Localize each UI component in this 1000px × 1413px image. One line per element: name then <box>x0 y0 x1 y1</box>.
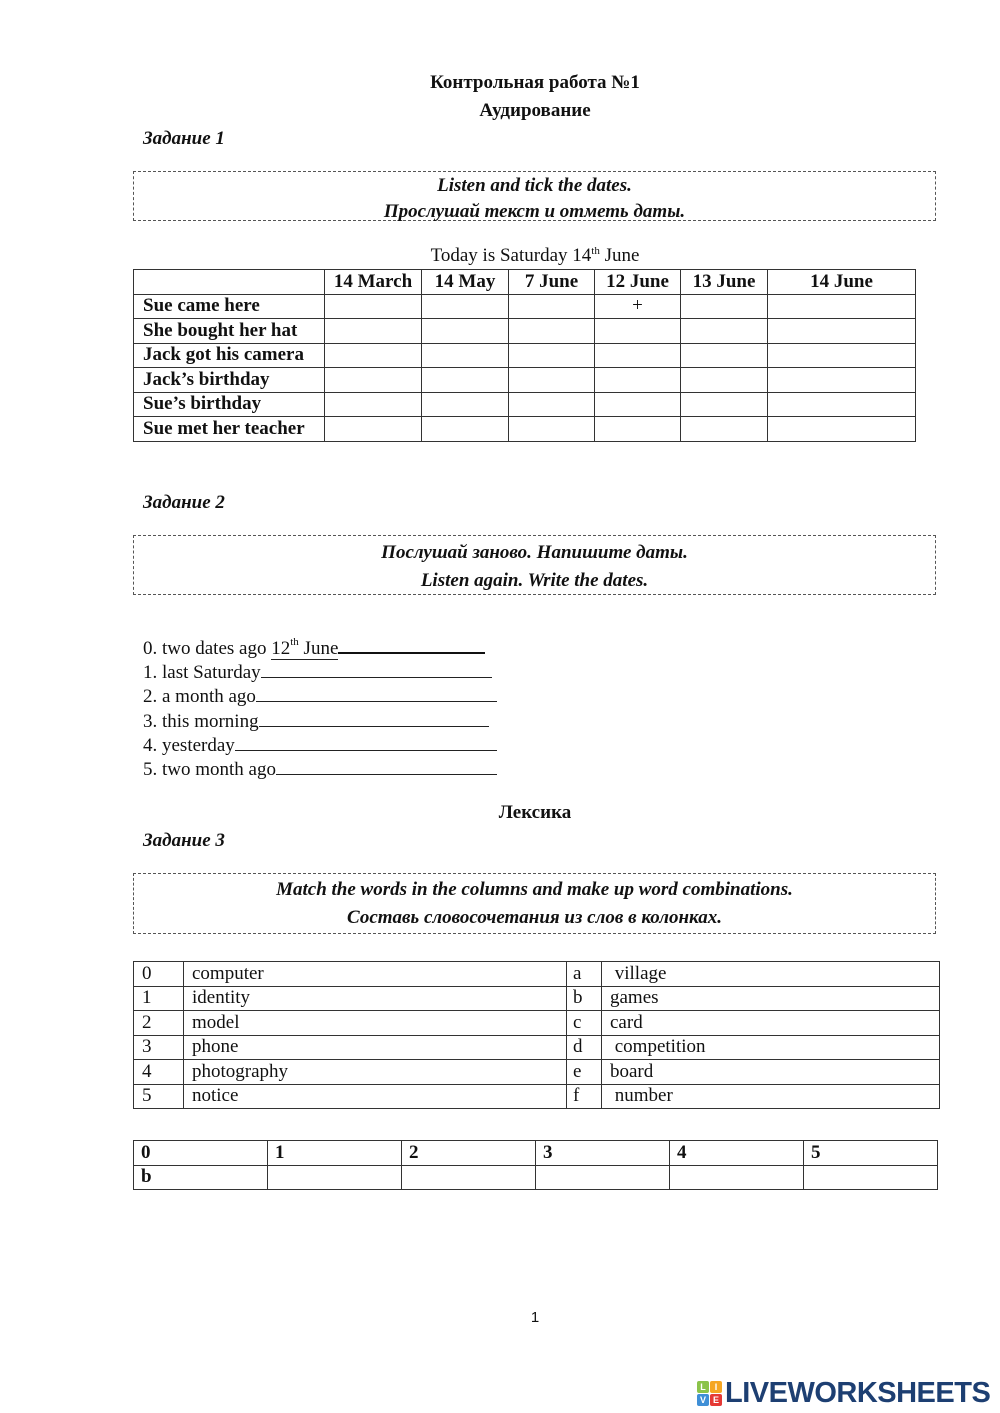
tick-cell[interactable] <box>768 343 916 368</box>
task3-instruction-ru: Составь словосочетания из слов в колонках. <box>347 907 722 928</box>
answer-blank[interactable] <box>235 734 497 751</box>
tick-cell[interactable] <box>681 417 768 442</box>
answer-cell[interactable] <box>803 1165 937 1190</box>
tick-cell[interactable] <box>768 319 916 344</box>
tick-cell[interactable] <box>422 294 509 319</box>
task1-instruction-en: Listen and tick the dates. <box>437 175 632 196</box>
table-row <box>134 417 916 442</box>
tick-cell[interactable] <box>595 417 681 442</box>
header-cell: 14 June <box>768 270 916 295</box>
answer-blank[interactable] <box>261 661 492 678</box>
tick-cell[interactable] <box>509 319 595 344</box>
task3-label: Задание 3 <box>143 830 225 851</box>
answer-cell[interactable] <box>535 1165 669 1190</box>
list-item: 4. yesterday <box>143 734 497 758</box>
task1-instruction-ru: Прослушай текст и отметь даты. <box>383 201 686 222</box>
header-cell: 2 <box>401 1141 535 1166</box>
table-row <box>134 368 916 393</box>
task1-instruction-box <box>133 171 936 221</box>
list-item: 0. two dates ago 12th June <box>143 636 497 661</box>
section-heading-vocabulary: Лексика <box>498 802 572 823</box>
task3-instruction-en: Match the words in the columns and make up word combinations. <box>276 879 793 900</box>
list-item: 3. this morning <box>143 710 497 734</box>
table-row: 4 photography e board <box>134 1060 940 1085</box>
list-item: 1. last Saturday <box>143 661 497 685</box>
header-cell: 13 June <box>681 270 768 295</box>
header-cell: 3 <box>535 1141 669 1166</box>
tick-cell[interactable] <box>768 417 916 442</box>
table-row: 0 computer a village <box>134 962 940 987</box>
header-cell <box>134 270 325 295</box>
list-item: 2. a month ago <box>143 685 497 709</box>
tick-cell[interactable] <box>595 392 681 417</box>
tick-cell[interactable] <box>768 294 916 319</box>
answer-cell[interactable] <box>268 1165 402 1190</box>
header-cell: 12 June <box>595 270 681 295</box>
list-item: 5. two month ago <box>143 758 497 782</box>
header-cell: 1 <box>268 1141 402 1166</box>
header-cell: 0 <box>134 1141 268 1166</box>
tick-cell[interactable] <box>325 343 422 368</box>
tick-cell[interactable] <box>325 392 422 417</box>
task2-instruction-en: Listen again. Write the dates. <box>420 570 649 591</box>
example-answer: 12th June <box>271 636 339 659</box>
tick-cell[interactable] <box>325 319 422 344</box>
table-row <box>134 1165 938 1190</box>
table-row <box>134 343 916 368</box>
tick-cell[interactable] <box>509 294 595 319</box>
table-row: 5 notice f number <box>134 1084 940 1109</box>
tick-cell[interactable] <box>681 343 768 368</box>
tick-cell[interactable] <box>595 319 681 344</box>
task1-label: Задание 1 <box>143 128 225 149</box>
row-label: Jack got his camera <box>134 343 325 368</box>
task2-label: Задание 2 <box>143 492 225 513</box>
tick-cell[interactable] <box>422 319 509 344</box>
table-row: 3 phone d competition <box>134 1035 940 1060</box>
tick-cell[interactable] <box>681 392 768 417</box>
task3-instruction-box <box>133 873 936 934</box>
header-cell: 5 <box>803 1141 937 1166</box>
tick-cell[interactable] <box>422 392 509 417</box>
tick-cell[interactable] <box>325 368 422 393</box>
table-row <box>134 392 916 417</box>
page-number: 1 <box>530 1309 540 1326</box>
task2-instruction-ru: Послушай заново. Напишите даты. <box>381 542 688 563</box>
page-title: Контрольная работа №1 <box>430 72 640 93</box>
tick-cell[interactable] <box>325 294 422 319</box>
row-label: Sue came here <box>134 294 325 319</box>
answer-cell[interactable] <box>401 1165 535 1190</box>
dates-answer-list <box>143 636 497 782</box>
tick-cell[interactable] <box>681 294 768 319</box>
tick-cell[interactable] <box>681 368 768 393</box>
answer-blank <box>338 636 485 654</box>
row-label: Sue’s birthday <box>134 392 325 417</box>
header-cell: 14 March <box>325 270 422 295</box>
tick-cell[interactable] <box>509 417 595 442</box>
table-row <box>134 1141 938 1166</box>
tick-cell[interactable] <box>768 392 916 417</box>
tick-cell[interactable] <box>422 343 509 368</box>
today-caption: Today is Saturday 14th June <box>430 245 640 266</box>
answer-blank[interactable] <box>276 758 497 775</box>
section-heading-listening: Аудирование <box>479 100 591 121</box>
answer-blank[interactable] <box>259 710 489 727</box>
match-answer-table <box>133 1140 938 1190</box>
header-cell: 4 <box>669 1141 803 1166</box>
word-match-table <box>133 961 940 1109</box>
task2-instruction-box <box>133 535 936 595</box>
tick-cell[interactable] <box>325 417 422 442</box>
header-cell: 7 June <box>509 270 595 295</box>
dates-table-header <box>134 270 916 295</box>
tick-cell[interactable]: + <box>595 294 681 319</box>
row-label: She bought her hat <box>134 319 325 344</box>
row-label: Sue met her teacher <box>134 417 325 442</box>
table-row: 1 identity b games <box>134 986 940 1011</box>
answer-cell[interactable] <box>669 1165 803 1190</box>
table-row <box>134 294 916 319</box>
tick-cell[interactable] <box>422 368 509 393</box>
answer-cell: b <box>134 1165 268 1190</box>
dates-table <box>133 269 916 442</box>
table-row: 2 model c card <box>134 1011 940 1036</box>
table-row <box>134 319 916 344</box>
answer-blank[interactable] <box>256 685 497 702</box>
tick-cell[interactable] <box>509 343 595 368</box>
logo-icon: L I V E <box>697 1381 722 1406</box>
tick-cell[interactable] <box>509 392 595 417</box>
tick-cell[interactable] <box>595 368 681 393</box>
tick-cell[interactable] <box>595 343 681 368</box>
row-label: Jack’s birthday <box>134 368 325 393</box>
brand-name: LIVEWORKSHEETS <box>725 1376 991 1409</box>
tick-cell[interactable] <box>768 368 916 393</box>
liveworksheets-logo[interactable] <box>697 1378 990 1408</box>
tick-cell[interactable] <box>509 368 595 393</box>
header-cell: 14 May <box>422 270 509 295</box>
tick-cell[interactable] <box>681 319 768 344</box>
tick-cell[interactable] <box>422 417 509 442</box>
